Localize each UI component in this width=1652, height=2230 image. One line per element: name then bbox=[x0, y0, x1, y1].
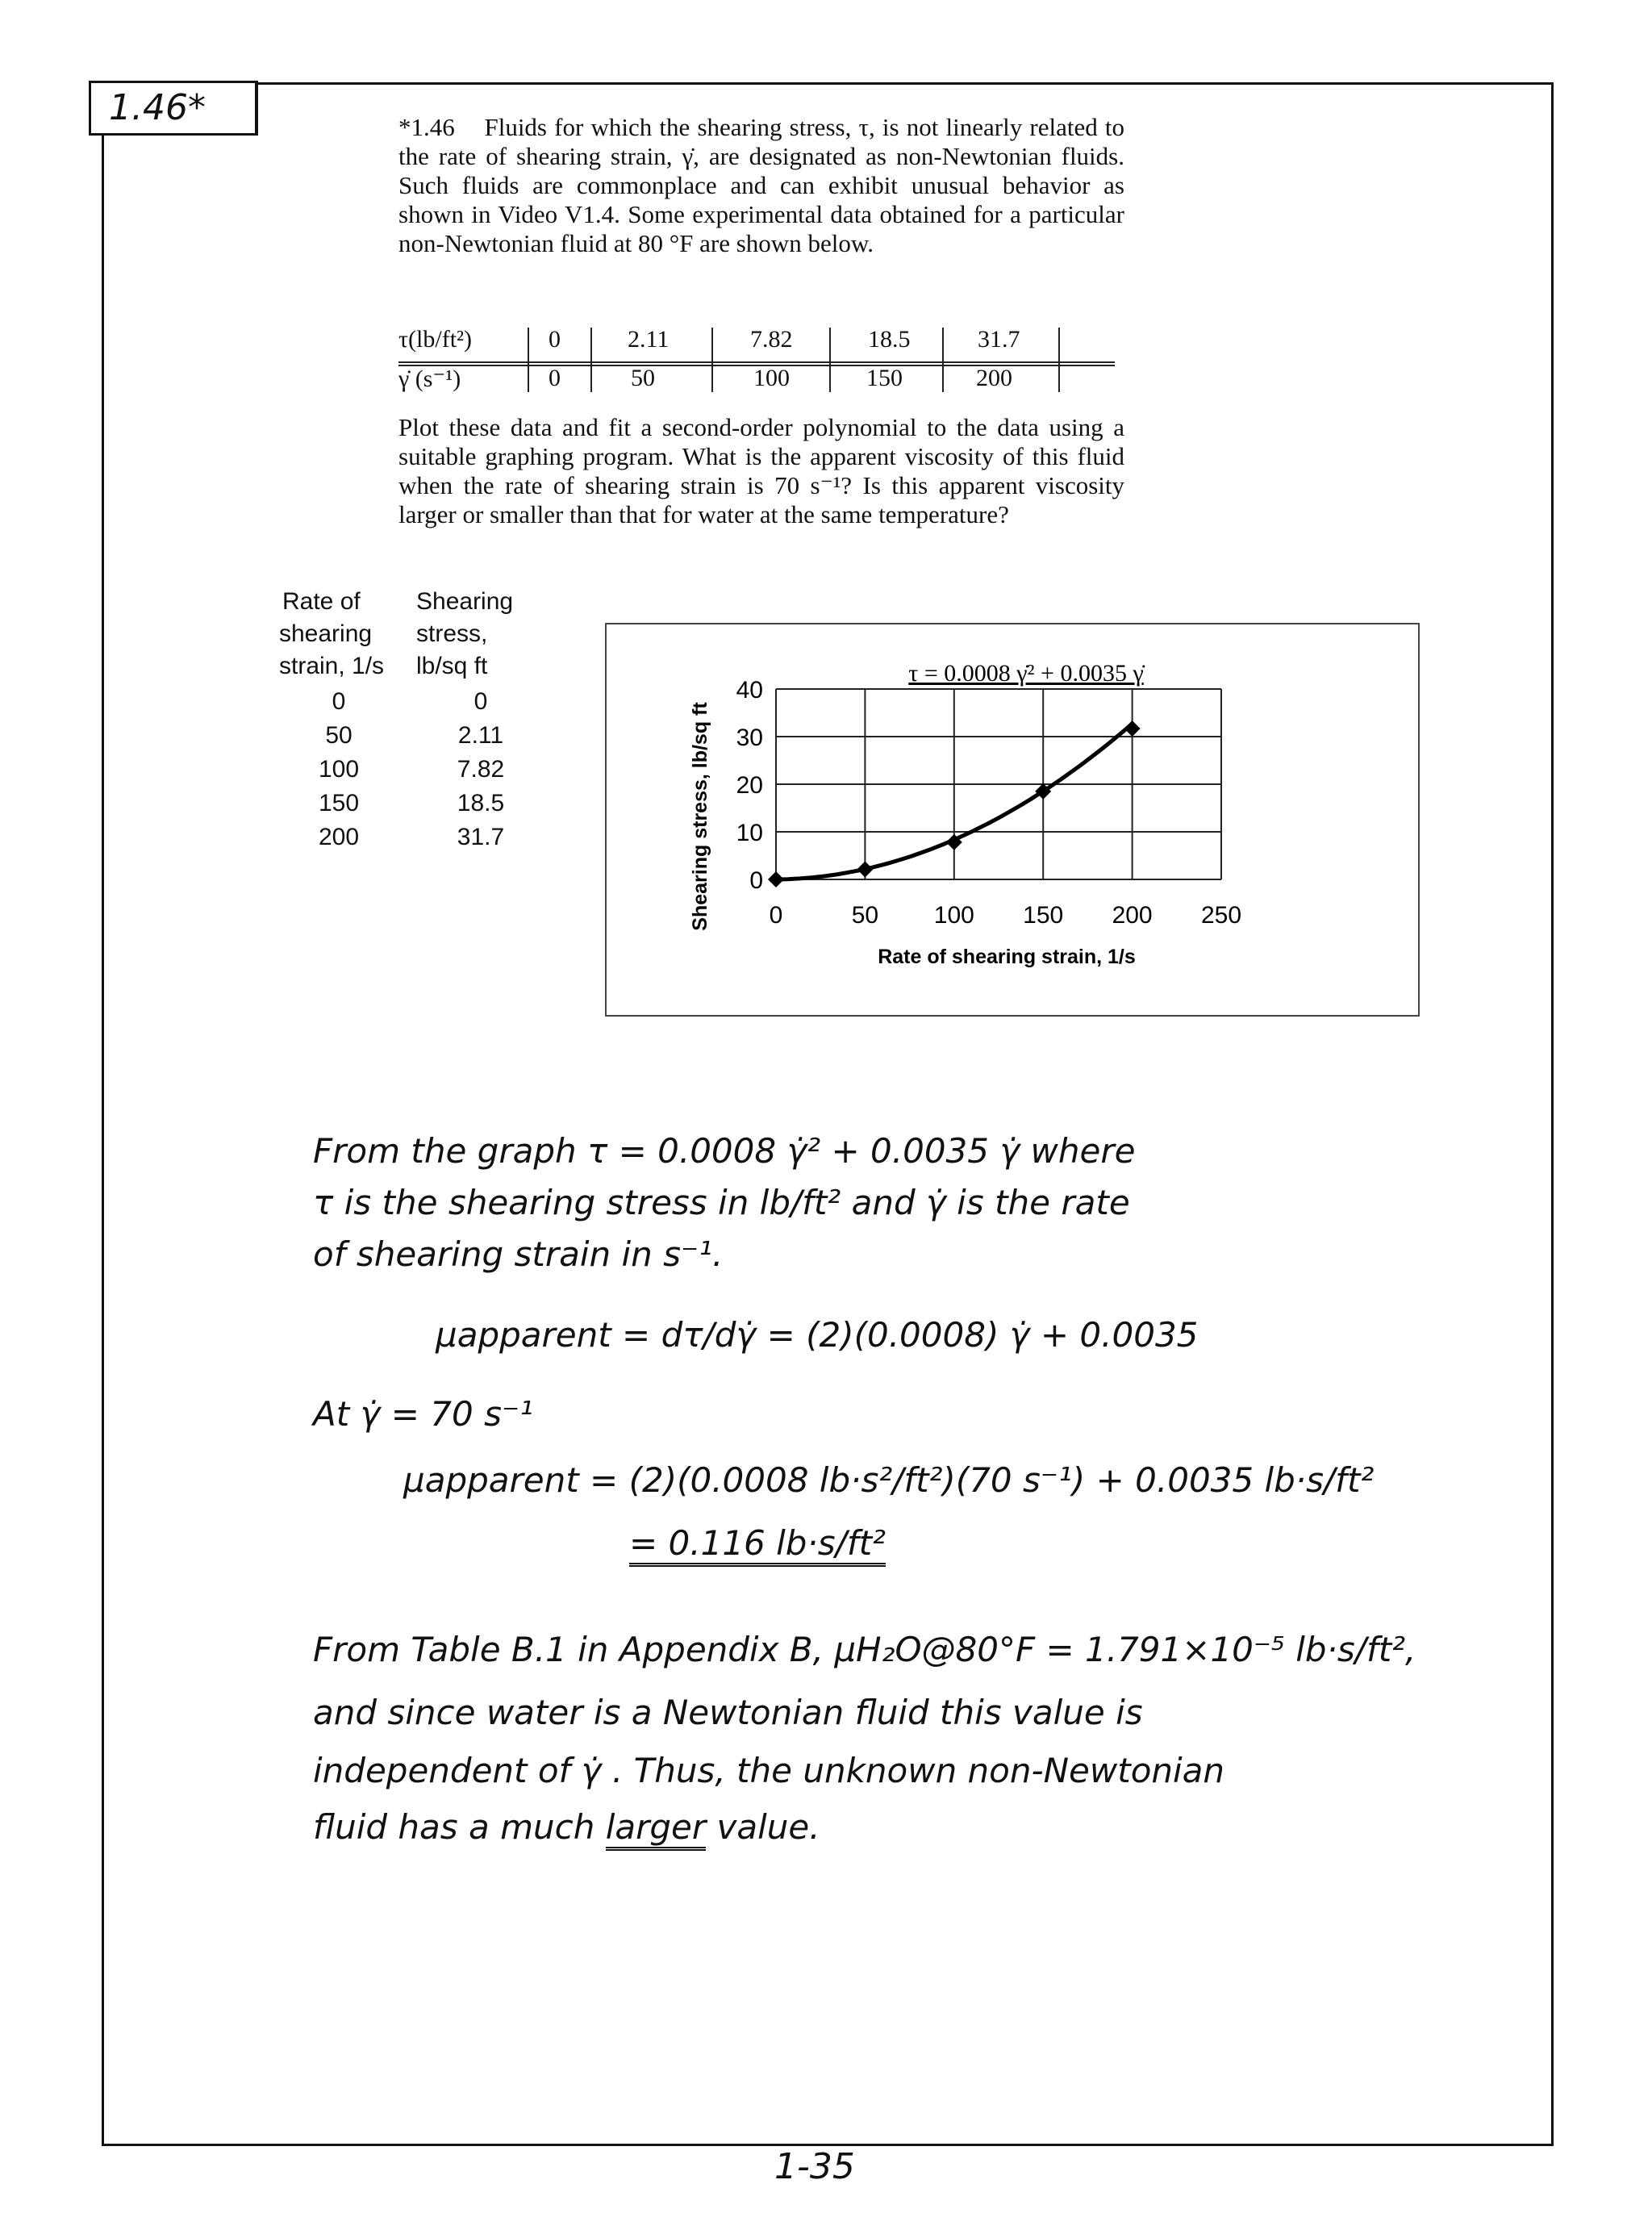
table-cell: 0 bbox=[473, 688, 488, 715]
table-cell: 0 bbox=[549, 326, 561, 353]
table-cell: 200 bbox=[318, 824, 360, 850]
y-tick-label: 30 bbox=[736, 725, 763, 751]
table-cell: 31.7 bbox=[457, 824, 505, 850]
x-tick-label: 50 bbox=[851, 902, 879, 929]
table-cell: 2.11 bbox=[628, 326, 670, 353]
problem-text: Fluids for which the shearing stress, τ, is not linearly related to the rate of shearing strain, γ̇, are designated as non-Newtonian fluids. Such fluids are commonplace and can exhibit unusual behavior as shown in Video V1.4. Some experimental data obtained for a particular non-Newtonian fluid at 80 °F are shown below. bbox=[398, 113, 1124, 257]
col2-header-3: lb/sq ft bbox=[416, 653, 488, 679]
data-point bbox=[768, 871, 784, 887]
solution-text: value. bbox=[706, 1807, 820, 1847]
table-cell: 100 bbox=[318, 756, 360, 783]
col2-header-2: stress, bbox=[416, 620, 488, 647]
solution-line-6: μapparent = (2)(0.0008 lb·s²/ft²)(70 s⁻¹) + 0.0035 lb·s/ft² bbox=[403, 1460, 1375, 1500]
table-cell: 50 bbox=[631, 365, 655, 391]
table-cell: 0 bbox=[332, 688, 346, 715]
table-cell: 50 bbox=[325, 722, 353, 749]
page-number: 1-35 bbox=[774, 2146, 855, 2187]
solution-line-9: and since water is a Newtonian fluid this value is bbox=[313, 1693, 1143, 1732]
y-tick-label: 10 bbox=[736, 820, 763, 846]
table-separator bbox=[1058, 328, 1060, 392]
table-cell: 100 bbox=[753, 365, 790, 391]
solution-line-3: of shearing strain in s⁻¹. bbox=[313, 1234, 724, 1274]
data-point bbox=[857, 862, 873, 878]
x-tick-label: 150 bbox=[1023, 902, 1064, 929]
table-separator bbox=[528, 328, 529, 392]
problem-question: Plot these data and fit a second-order polynomial to the data using a suitable graphing program. What is the apparent viscosity of this fluid when the rate of shearing strain is 70 s⁻¹? Is this apparent viscosity larger or smaller than that for water at the same temperature? bbox=[398, 413, 1124, 528]
solution-line-4: μapparent = dτ/dγ̇ = (2)(0.0008) γ̇ + 0.0035 bbox=[436, 1315, 1199, 1355]
x-axis-label: Rate of shearing strain, 1/s bbox=[878, 946, 1136, 968]
chart bbox=[607, 624, 1421, 1018]
x-tick-label: 100 bbox=[933, 902, 974, 929]
solution-line-10: independent of γ̇ . Thus, the unknown non-Newtonian bbox=[313, 1751, 1225, 1790]
table-cell: 0 bbox=[549, 365, 561, 391]
row-label: γ̇ (s⁻¹) bbox=[398, 365, 461, 392]
table-cell: 150 bbox=[866, 365, 903, 391]
table-row-stress bbox=[398, 321, 1123, 360]
col1-header-1: Rate of bbox=[282, 588, 361, 615]
col2-header-1: Shearing bbox=[416, 588, 514, 615]
solution-line-5: At γ̇ = 70 s⁻¹ bbox=[313, 1394, 533, 1434]
solution-line-8: From Table B.1 in Appendix B, μH₂O@80°F = 1.791×10⁻⁵ lb·s/ft², bbox=[313, 1630, 1416, 1669]
y-tick-label: 40 bbox=[736, 677, 763, 704]
table-cell: 2.11 bbox=[457, 722, 504, 749]
problem-statement bbox=[398, 113, 1124, 258]
solution-line-11 bbox=[313, 1807, 820, 1847]
y-axis-label: Shearing stress, lb/sq ft bbox=[689, 702, 711, 931]
solution-line-2: τ is the shearing stress in lb/ft² and γ̇ is the rate bbox=[313, 1183, 1130, 1222]
table-separator bbox=[590, 328, 592, 392]
table-cell: 150 bbox=[318, 790, 360, 816]
solution-line-1: From the graph τ = 0.0008 γ̇² + 0.0035 γ̇ where bbox=[313, 1131, 1136, 1171]
table-cell: 31.7 bbox=[978, 326, 1020, 353]
table-cell: 18.5 bbox=[868, 326, 911, 353]
col1-header-2: shearing bbox=[279, 620, 373, 647]
x-tick-label: 0 bbox=[769, 902, 783, 929]
x-tick-label: 250 bbox=[1200, 902, 1242, 929]
x-tick-label: 200 bbox=[1112, 902, 1153, 929]
y-tick-label: 0 bbox=[749, 867, 763, 894]
table-cell: 7.82 bbox=[457, 756, 505, 783]
chart-equation: τ = 0.0008 γ̇² + 0.0035 γ̇ bbox=[908, 660, 1144, 687]
y-tick-label: 20 bbox=[736, 772, 763, 799]
solution-result: = 0.116 lb·s/ft² bbox=[629, 1523, 886, 1567]
table-row-strain bbox=[398, 360, 1123, 399]
table-cell: 200 bbox=[976, 365, 1012, 391]
data-point bbox=[1124, 720, 1141, 737]
table-separator bbox=[711, 328, 713, 392]
table-cell: 7.82 bbox=[750, 326, 793, 353]
table-separator bbox=[829, 328, 831, 392]
row-label: τ(lb/ft²) bbox=[398, 326, 473, 353]
table-cell: 18.5 bbox=[457, 790, 505, 816]
chart-container bbox=[605, 623, 1420, 1017]
problem-data-table bbox=[398, 321, 1123, 399]
table-separator bbox=[942, 328, 944, 392]
emphasis-larger: larger bbox=[606, 1807, 706, 1851]
problem-number: 1.46* bbox=[89, 81, 258, 136]
problem-label: *1.46 bbox=[398, 113, 455, 141]
col1-header-3: strain, 1/s bbox=[279, 653, 385, 679]
solution-text: fluid has a much bbox=[313, 1807, 606, 1847]
